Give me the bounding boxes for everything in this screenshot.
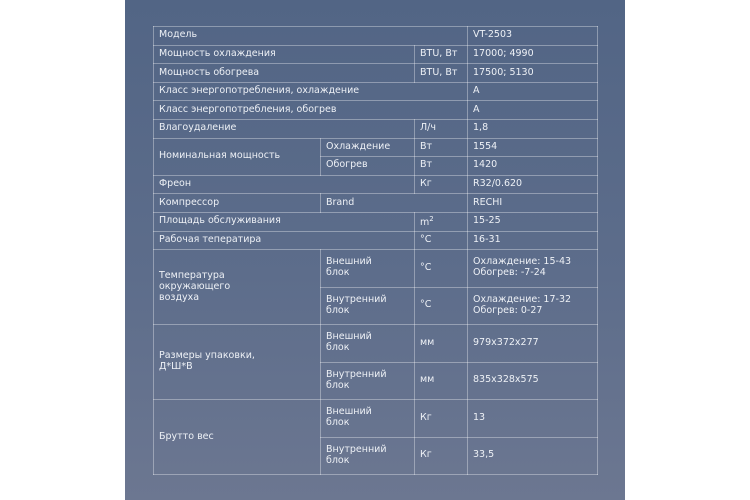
package-size-label: Размеры упаковки, Д*Ш*В [154, 325, 321, 400]
package-outdoor-label: Внешний блок [321, 325, 415, 363]
ambient-outdoor-unit: °C [415, 250, 468, 288]
area-unit [415, 212, 468, 231]
cooling-power-unit: BTU, Вт [415, 45, 468, 64]
row-freon [154, 175, 598, 194]
nominal-heating-value: 1420 [468, 157, 598, 176]
energy-class-cooling-value: A [468, 82, 598, 101]
area-value: 15-25 [468, 212, 598, 231]
row-package-outdoor [154, 325, 598, 363]
nominal-cooling-unit: Вт [415, 138, 468, 157]
ambient-temp-label: Температура окружающего воздуха [154, 250, 321, 325]
package-indoor-value: 835x328x575 [468, 362, 598, 400]
ambient-outdoor-label: Внешний блок [321, 250, 415, 288]
ambient-indoor-unit: °C [415, 287, 468, 325]
row-energy-class-cooling [154, 82, 598, 101]
energy-class-cooling-label: Класс энергопотребления, охлаждение [154, 82, 468, 101]
weight-indoor-label: Внутренний блок [321, 437, 415, 475]
weight-indoor-value: 33,5 [468, 437, 598, 475]
model-label: Модель [154, 27, 468, 46]
row-model [154, 27, 598, 46]
freon-label: Фреон [154, 175, 415, 194]
nominal-heating-unit: Вт [415, 157, 468, 176]
package-indoor-label: Внутренний блок [321, 362, 415, 400]
nominal-heating-label: Обогрев [321, 157, 415, 176]
row-ambient-outdoor [154, 250, 598, 288]
heating-power-unit: BTU, Вт [415, 64, 468, 83]
nominal-power-label: Номинальная мощность [154, 138, 321, 175]
row-heating-power [154, 64, 598, 83]
model-value: VT-2503 [468, 27, 598, 46]
ambient-outdoor-value: Охлаждение: 15-43 Обогрев: -7-24 [468, 250, 598, 288]
freon-value: R32/0.620 [468, 175, 598, 194]
compressor-label: Компрессор [154, 194, 321, 213]
dehumidification-unit: Л/ч [415, 119, 468, 138]
package-outdoor-value: 979x372x277 [468, 325, 598, 363]
compressor-sub: Brand [321, 194, 468, 213]
row-work-temp [154, 231, 598, 250]
spec-panel [125, 0, 625, 500]
ambient-indoor-label: Внутренний блок [321, 287, 415, 325]
area-unit-exp: 2 [429, 214, 434, 223]
gross-weight-label: Брутто вес [154, 400, 321, 475]
energy-class-heating-value: A [468, 101, 598, 120]
work-temp-unit: °C [415, 231, 468, 250]
dehumidification-label: Влагоудаление [154, 119, 415, 138]
ambient-indoor-value: Охлаждение: 17-32 Обогрев: 0-27 [468, 287, 598, 325]
row-energy-class-heating [154, 101, 598, 120]
weight-outdoor-value: 13 [468, 400, 598, 438]
compressor-value: RECHI [468, 194, 598, 213]
weight-outdoor-unit: Кг [415, 400, 468, 438]
row-cooling-power [154, 45, 598, 64]
row-compressor [154, 194, 598, 213]
row-weight-outdoor [154, 400, 598, 438]
heating-power-label: Мощность обогрева [154, 64, 415, 83]
package-indoor-unit: мм [415, 362, 468, 400]
cooling-power-label: Мощность охлаждения [154, 45, 415, 64]
cooling-power-value: 17000; 4990 [468, 45, 598, 64]
package-outdoor-unit: мм [415, 325, 468, 363]
weight-outdoor-label: Внешний блок [321, 400, 415, 438]
work-temp-label: Рабочая теператира [154, 231, 415, 250]
row-area [154, 212, 598, 231]
dehumidification-value: 1,8 [468, 119, 598, 138]
nominal-cooling-value: 1554 [468, 138, 598, 157]
work-temp-value: 16-31 [468, 231, 598, 250]
heating-power-value: 17500; 5130 [468, 64, 598, 83]
freon-unit: Кг [415, 175, 468, 194]
row-dehumidification [154, 119, 598, 138]
area-unit-base: m [420, 216, 430, 228]
nominal-cooling-label: Охлаждение [321, 138, 415, 157]
spec-table [153, 26, 598, 475]
energy-class-heating-label: Класс энергопотребления, обогрев [154, 101, 468, 120]
area-label: Площадь обслуживания [154, 212, 415, 231]
row-nominal-cooling [154, 138, 598, 157]
weight-indoor-unit: Кг [415, 437, 468, 475]
